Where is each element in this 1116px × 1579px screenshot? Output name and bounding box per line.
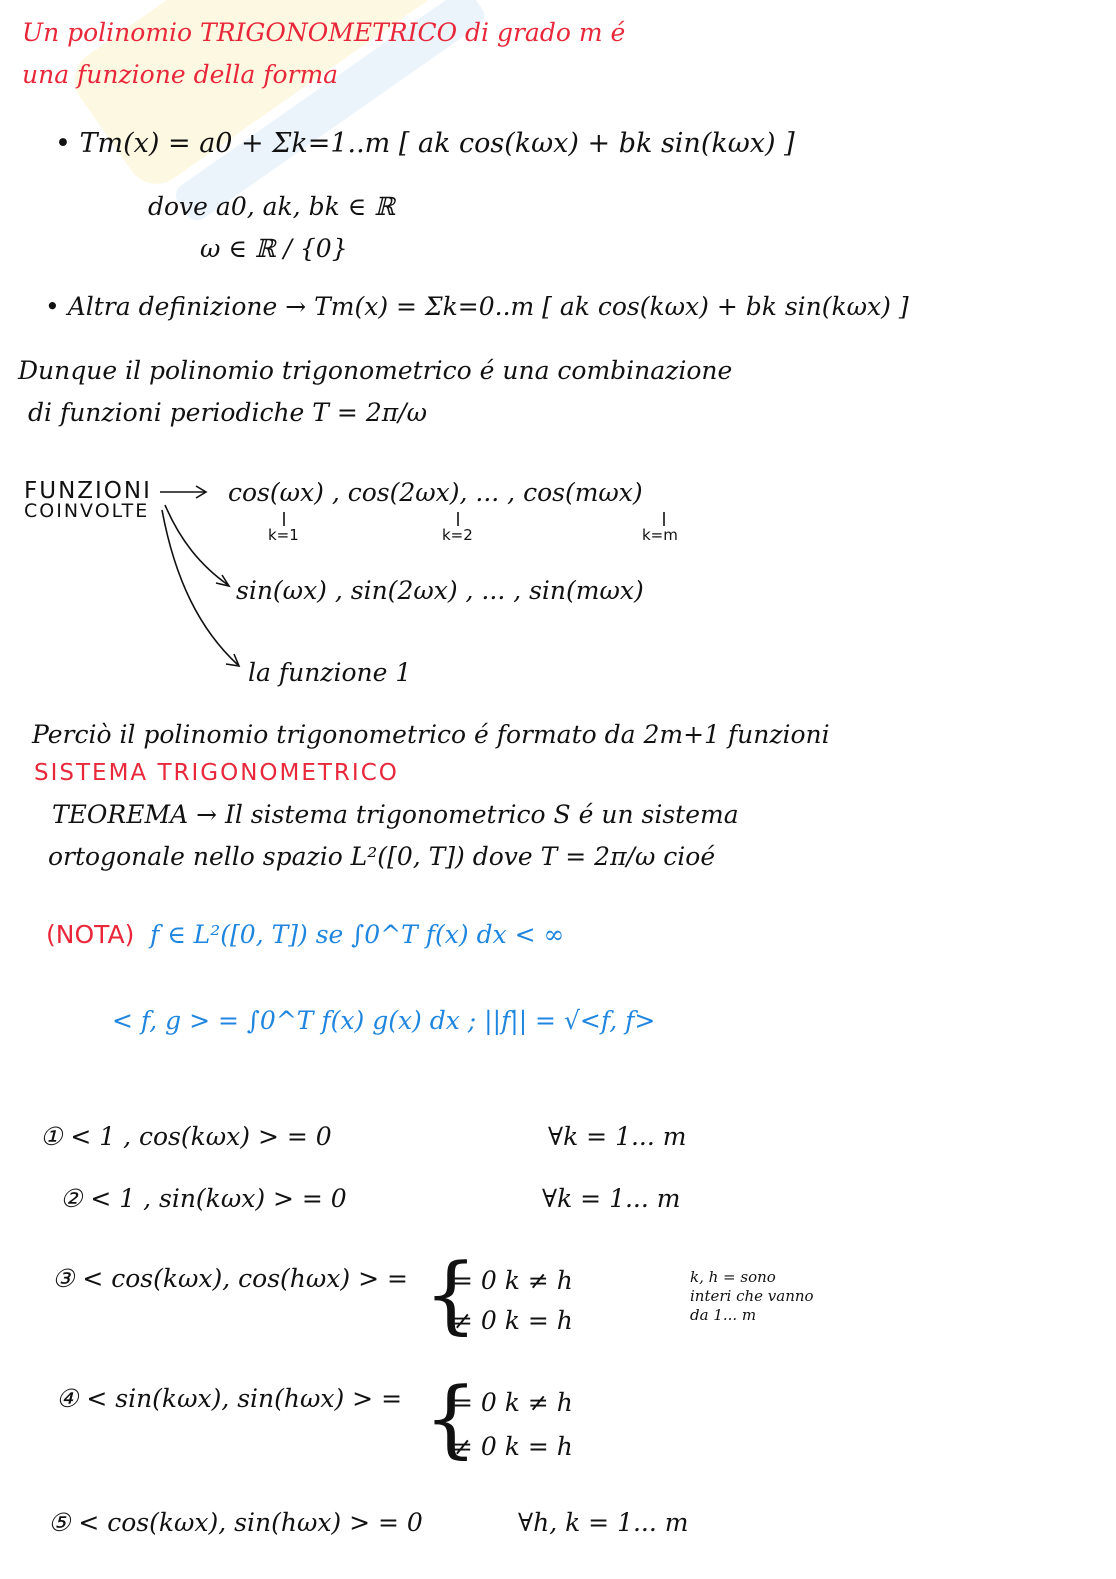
intro-line-2: una funzione della forma	[22, 60, 339, 89]
property-1-quantifier: ∀k = 1... m	[548, 1122, 687, 1151]
property-3-case-a: = 0 k ≠ h	[452, 1266, 573, 1295]
property-2: ② < 1 , sin(kωx) > = 0	[60, 1184, 347, 1213]
property-3-case-b: ≠ 0 k = h	[452, 1306, 573, 1335]
arrow-head-sin	[216, 575, 229, 586]
property-3: ③ < cos(kωx), cos(hωx) > =	[52, 1264, 408, 1293]
arrow-head-cos	[196, 486, 206, 498]
arrow-head-one	[226, 654, 239, 666]
percio-line: Perciò il polinomio trigonometrico é formato da 2m+1 funzioni	[32, 720, 830, 749]
definition-formula: • Tm(x) = a0 + Σk=1..m [ ak cos(kωx) + bk sin(kωx) ]	[55, 128, 795, 159]
property-5-quantifier: ∀h, k = 1... m	[518, 1508, 689, 1537]
nota-inner-product: < f, g > = ∫0^T f(x) g(x) dx ; ||f|| = √<f, f>	[112, 1006, 656, 1035]
definition-where-coefficients: dove a0, ak, bk ∈ ℝ	[148, 192, 395, 221]
property-2-quantifier: ∀k = 1... m	[542, 1184, 681, 1213]
property-3-note: k, h = sono interi che vanno da 1... m	[690, 1268, 814, 1324]
property-4: ④ < sin(kωx), sin(hωx) > =	[56, 1384, 403, 1413]
teorema-line-2: ortogonale nello spazio L²([0, T]) dove T = 2π/ω cioé	[48, 842, 716, 871]
alternative-definition: • Altra definizione → Tm(x) = Σk=0..m [ ak cos(kωx) + bk sin(kωx) ]	[45, 292, 909, 321]
nota-l2-definition: f ∈ L²([0, T]) se ∫0^T f(x) dx < ∞	[150, 920, 565, 949]
intro-line-1: Un polinomio TRIGONOMETRICO di grado m é	[22, 18, 626, 47]
dunque-line-2: di funzioni periodiche T = 2π/ω	[28, 398, 427, 427]
coinvolte-label: COINVOLTE	[24, 500, 150, 522]
funzioni-label: FUNZIONI	[24, 478, 152, 504]
index-k2: k=2	[442, 526, 473, 544]
nota-label: (NOTA)	[46, 920, 135, 949]
dunque-line-1: Dunque il polinomio trigonometrico é una combinazione	[18, 356, 733, 385]
teorema-line-1: TEOREMA → Il sistema trigonometrico S é un sistema	[52, 800, 739, 829]
brace-3: {	[424, 1245, 478, 1343]
sistema-title: SISTEMA TRIGONOMETRICO	[34, 760, 399, 786]
arrow-to-one	[162, 510, 238, 665]
property-5: ⑤ < cos(kωx), sin(hωx) > = 0	[48, 1508, 423, 1537]
index-km: k=m	[642, 526, 678, 544]
definition-where-omega: ω ∈ ℝ / {0}	[200, 234, 348, 263]
constant-function: la funzione 1	[248, 658, 412, 687]
property-4-case-a: = 0 k ≠ h	[452, 1388, 573, 1417]
property-1: ① < 1 , cos(kωx) > = 0	[40, 1122, 332, 1151]
index-k1: k=1	[268, 526, 299, 544]
brace-4: {	[424, 1369, 478, 1467]
property-4-case-b: ≠ 0 k = h	[452, 1432, 573, 1461]
arrow-to-sin	[165, 505, 228, 585]
sin-functions-row: sin(ωx) , sin(2ωx) , ... , sin(mωx)	[236, 576, 644, 605]
cos-functions-row: cos(ωx) , cos(2ωx), ... , cos(mωx)	[228, 478, 643, 507]
